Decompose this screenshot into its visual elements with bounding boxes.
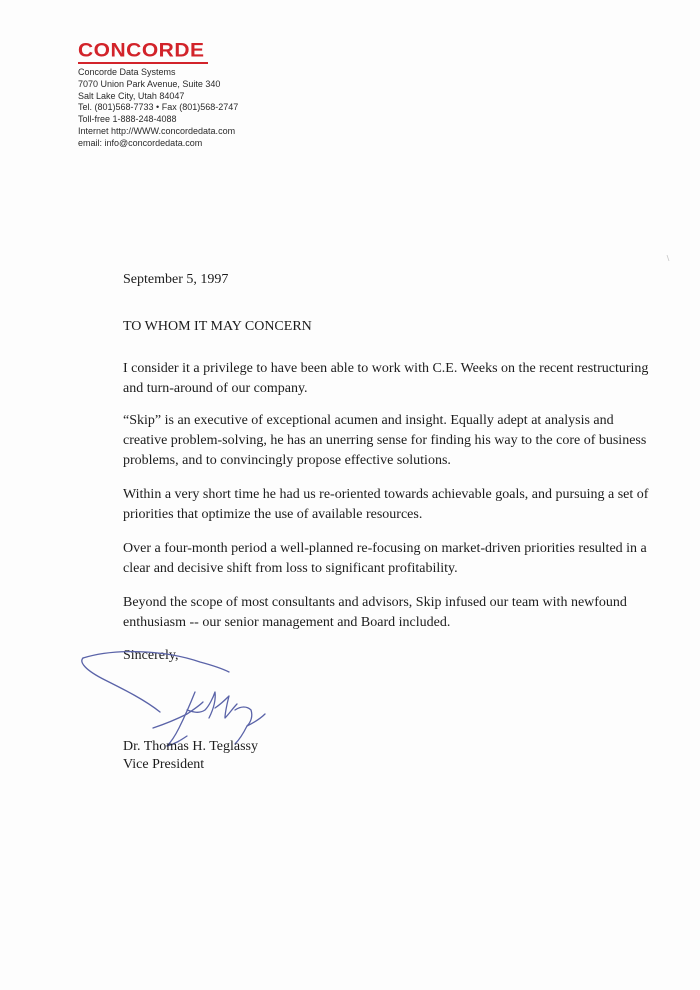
paragraph-3: Within a very short time he had us re-oriented towards achievable goals, and pursuing a set of priorities that optimize the use of available resources.	[123, 487, 649, 522]
email-address: email: info@concordedata.com	[78, 137, 203, 148]
phone-fax: Tel. (801)568-7733 • Fax (801)568-2747	[78, 102, 239, 113]
logo-underline	[78, 62, 208, 64]
city-address: Salt Lake City, Utah 84047	[78, 90, 185, 101]
signer-title: Vice President	[123, 757, 205, 772]
letterhead-address	[78, 67, 238, 150]
company-logo: CONCORDE	[78, 40, 205, 62]
letter-date: September 5, 1997	[123, 272, 229, 287]
internet-address: Internet http://WWW.concordedata.com	[78, 125, 236, 136]
scan-speck	[666, 255, 670, 261]
paragraph-5: Beyond the scope of most consultants and advisors, Skip infused our team with newfound enthusiasm -- our senior management and Board included.	[123, 595, 627, 630]
closing: Sincerely,	[123, 648, 179, 663]
toll-free: Toll-free 1-888-248-4088	[78, 114, 177, 125]
signer-name: Dr. Thomas H. Teglassy	[123, 739, 258, 754]
street-address: 7070 Union Park Avenue, Suite 340	[78, 78, 221, 89]
paragraph-1: I consider it a privilege to have been able to work with C.E. Weeks on the recent restructuring and turn-around of our company.	[123, 361, 649, 396]
salutation: TO WHOM IT MAY CONCERN	[123, 319, 312, 334]
paragraph-4: Over a four-month period a well-planned re-focusing on market-driven priorities resulted in a clear and decisive shift from loss to significant profitability.	[123, 541, 647, 576]
company-name: Concorde Data Systems	[78, 67, 176, 77]
paragraph-2: “Skip” is an executive of exceptional acumen and insight. Equally adept at analysis and creative problem-solving, he has an unerring sense for finding his way to the core of business problems, and to convincingly propose effective solutions.	[123, 413, 647, 468]
signer-block	[123, 738, 258, 774]
